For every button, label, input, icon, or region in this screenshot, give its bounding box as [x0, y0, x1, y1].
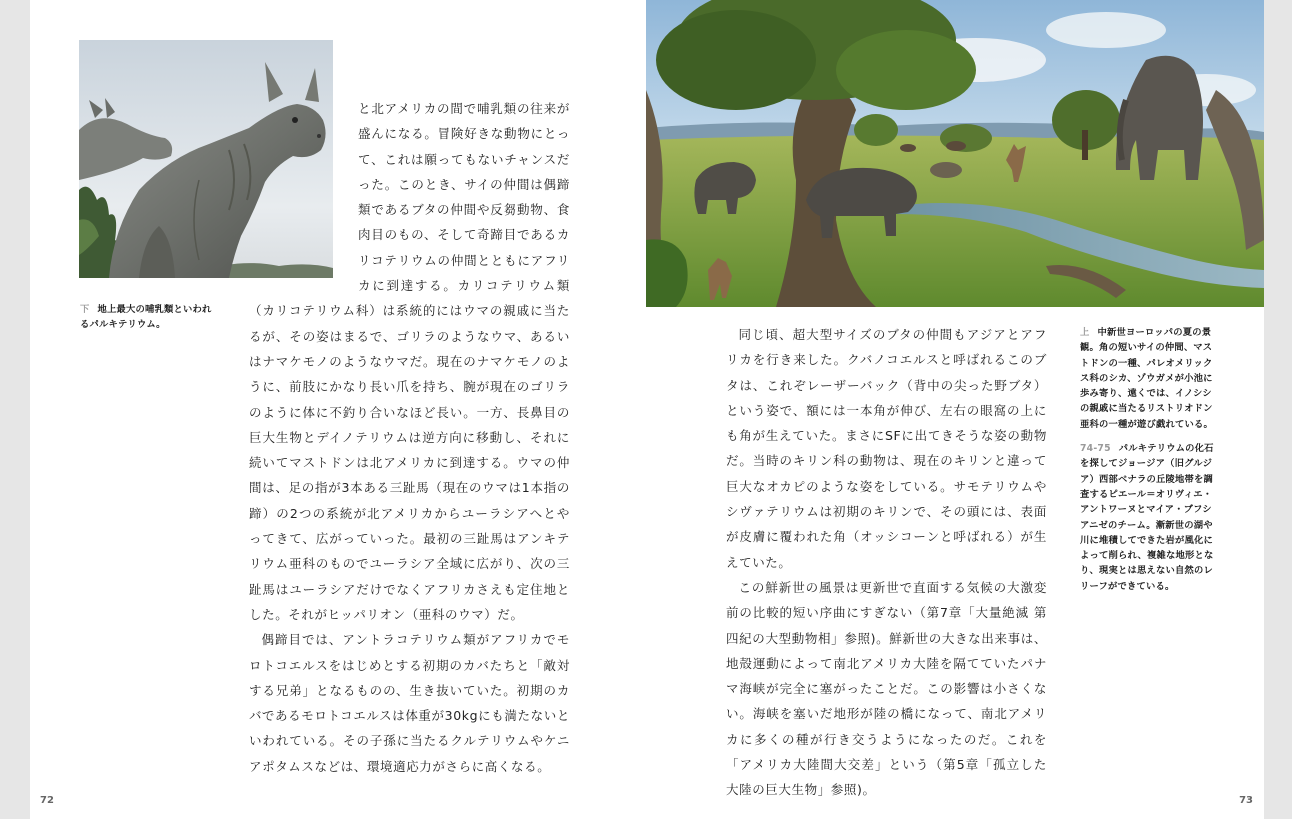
- body-text-left: [249, 96, 570, 779]
- caption-top: [1080, 325, 1216, 432]
- left-page: [30, 0, 646, 819]
- page-number: 72: [40, 795, 54, 806]
- caption-tag: 74-75: [1080, 443, 1111, 455]
- paragraph: この鮮新世の風景は更新世で直面する気候の大激変前の比較的短い序曲にすぎない（第7章「大量絶滅 第四紀の大型動物相」参照)。鮮新世の大きな出来事は、地殻運動によって南北アメリカ大陸を隔てていたパナマ海峡が完全に塞がったことだ。この影響は小さくない。海峡を塞いだ地形が陸の橋になって、南北アメリカに多くの種が行き交うようになったのだ。これを「アメリカ大陸間大交差」という（第5章「孤立した大陸の巨大生物」参照)。: [726, 579, 1047, 798]
- paragraph: 偶蹄目では、アントラコテリウム類がアフリカでモロトコエルスをはじめとする初期のカバたちと「敵対する兄弟」となるものの、生き抜いていた。初期のカバであるモロトコエルスは体重が30kgにも満たないといわれている。その子孫に当たるクルテリウムやケニアポタムスなどは、環境適応力がさらに高くなる。: [249, 632, 570, 774]
- caption-tag: 下: [80, 304, 90, 315]
- caption-text: パルキテリウムの化石を探してジョージア（旧グルジア）西部ベナラの丘陵地帯を調査するピエール＝オリヴィエ・アントワーヌとマイア・ブフシアニゼのチーム。漸新世の湖や川に堆積してできた岩が風化によって削られ、複雑な地形となり、現実とは思えない自然のレリーフができている。: [1080, 443, 1214, 592]
- photo-captions-right: [1080, 325, 1216, 603]
- paragraph: 同じ頃、超大型サイズのブタの仲間もアジアとアフリカを行き来した。クバノコエルスと呼ばれるこのブタは、これぞレーザーバック（背中の尖った野ブタ）という姿で、額には一本角が伸び、左右の眼窩の上にも角が生えていた。まさにSFに出てきそうな姿の動物だ。当時のキリン科の動物は、現在のキリンと違って巨大なオカピのような姿をしている。サモテリウムやシヴァテリウムは初期のキリンで、その頭には、表面が皮膚に覆われた角（オッシコーンと呼ばれる）が生えていた。: [726, 327, 1047, 570]
- caption-text: 中新世ヨーロッパの夏の景観。角の短いサイの仲間、マストドンの一種、パレオメリックス科のシカ、ゾウガメが小池に歩み寄り、遠くでは、イノシシの親戚に当たるリストリオドン亜科の一種が遊び戯れている。: [1080, 327, 1213, 430]
- photo-caption-lower: [80, 302, 220, 342]
- page-number: 73: [1239, 795, 1253, 806]
- caption-tag: 上: [1080, 327, 1090, 338]
- right-page: [646, 0, 1264, 819]
- paragraph: と北アメリカの間で哺乳類の往来が盛んになる。冒険好きな動物にとって、これは願ってもないチャンスだった。このとき、サイの仲間は偶蹄類であるブタの仲間や反芻動物、食肉目のもの、そして奇蹄目であるカリコテリウムの仲間とともにアフリカに到達する。カリコテリウム類（カリコテリウム科）は系統的にはウマの親戚に当たるが、その姿はまるで、ゴリラのようなウマ、あるいはナマケモノのようなウマだ。現在のナマケモノのように、前肢にかなり長い爪を持ち、腕が現在のゴリラのように体に不釣り合いなほど長い。一方、長鼻目の巨大生物とデイノテリウムは逆方向に移動し、それに続いてマストドンは北アメリカに到達する。ウマの仲間は、足の指が3本ある三趾馬（現在のウマは1本指の蹄）の2つの系統が北アメリカからユーラシアへとやってきて、広がっていった。最初の三趾馬はアンキテリウム亜科のものでユーラシア全域に広がり、次の三趾馬はユーラシアだけでなくアフリカさえも定住地とした。それがヒッパリオン（亜科のウマ）だ。: [249, 101, 570, 622]
- body-text-right: [726, 322, 1047, 803]
- miocene-landscape-photo: [646, 0, 1264, 307]
- caption-bottom: [1080, 441, 1216, 594]
- caption-text: 地上最大の哺乳類といわれるパルキテリウム。: [80, 304, 212, 331]
